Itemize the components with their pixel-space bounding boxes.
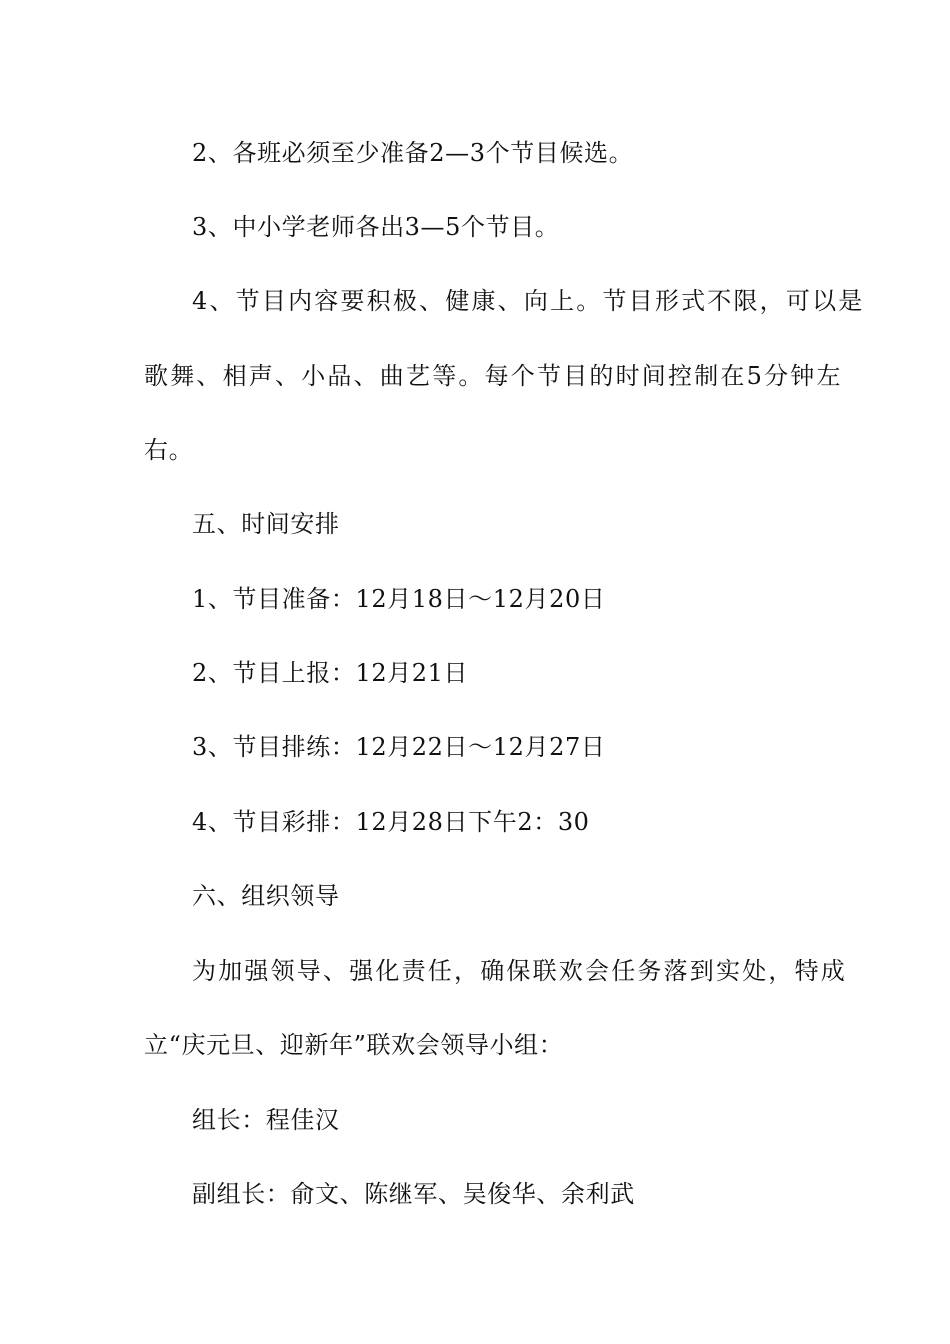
paragraph-item-4-content-line-2: 歌舞、相声、小品、曲艺等。每个节目的时间控制在5分钟左	[144, 362, 843, 390]
paragraph-item-2-programs-per-class: 2、各班必须至少准备2—3个节目候选。	[192, 139, 634, 167]
leader-name: 组长：程佳汉	[192, 1106, 340, 1134]
schedule-item-report: 2、节目上报：12月21日	[192, 659, 469, 687]
paragraph-item-3-teacher-programs: 3、中小学老师各出3—5个节目。	[192, 213, 560, 241]
section-heading-leadership: 六、组织领导	[192, 882, 340, 910]
paragraph-leadership-line-1: 为加强领导、强化责任，确保联欢会任务落到实处，特成	[192, 957, 847, 985]
deputy-leader-names: 副组长：俞文、陈继军、吴俊华、余利武	[192, 1180, 635, 1208]
section-heading-schedule: 五、时间安排	[192, 510, 340, 538]
paragraph-leadership-line-2: 立“庆元旦、迎新年”联欢会领导小组：	[144, 1031, 564, 1059]
paragraph-item-4-content-line-3: 右。	[144, 436, 194, 464]
schedule-item-dress-rehearsal: 4、节目彩排：12月28日下午2：30	[192, 808, 590, 836]
schedule-item-preparation: 1、节目准备：12月18日～12月20日	[192, 585, 606, 613]
paragraph-item-4-content-line-1: 4、节目内容要积极、健康、向上。节目形式不限，可以是	[192, 287, 865, 315]
schedule-item-rehearsal: 3、节目排练：12月22日～12月27日	[192, 733, 606, 761]
